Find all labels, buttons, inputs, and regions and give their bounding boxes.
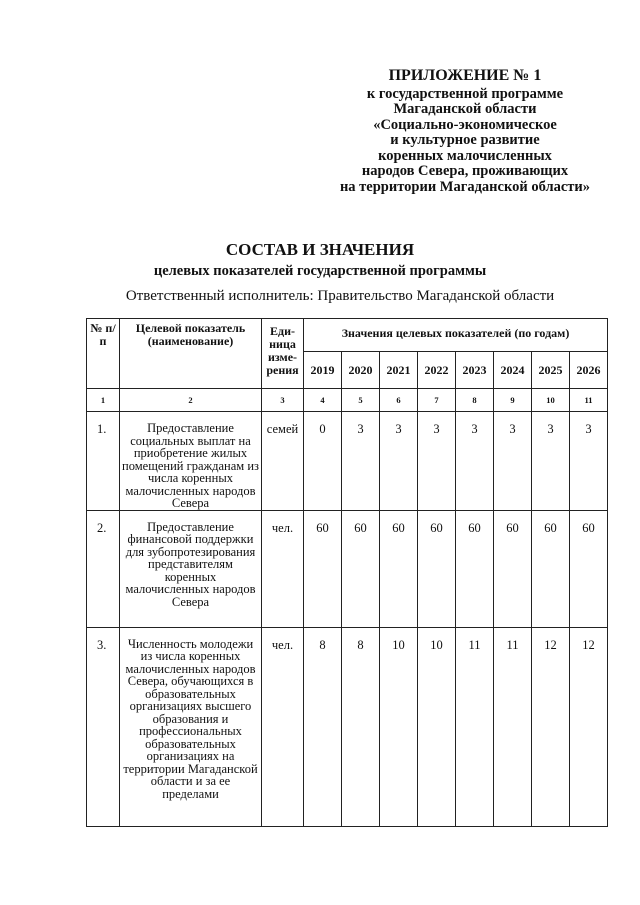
row-value: 3 bbox=[456, 412, 494, 511]
row-value: 12 bbox=[532, 627, 570, 826]
row-value: 60 bbox=[380, 510, 418, 627]
row-value: 60 bbox=[532, 510, 570, 627]
appendix-line: и культурное развитие bbox=[390, 132, 540, 148]
row-indicator: Численность молодежи из числа коренных малочисленных народов Севера, обучающихся в образовательных организациях высшего образования и профессиональных образовательных организациях на территории Магаданской области и за ее пределами bbox=[120, 627, 262, 826]
table-row bbox=[87, 510, 608, 627]
row-value: 60 bbox=[456, 510, 494, 627]
row-value: 10 bbox=[380, 627, 418, 826]
appendix-line: коренных малочисленных bbox=[378, 147, 552, 164]
row-value: 60 bbox=[342, 510, 380, 627]
appendix-line: Магаданской области bbox=[393, 101, 537, 117]
row-value: 0 bbox=[304, 412, 342, 511]
header-year: 2022 bbox=[418, 352, 456, 389]
header-year: 2024 bbox=[494, 352, 532, 389]
row-unit: семей bbox=[262, 412, 304, 511]
indicators-table bbox=[86, 318, 608, 827]
appendix-line: на территории Магаданской области» bbox=[339, 178, 591, 195]
row-value: 60 bbox=[418, 510, 456, 627]
row-value: 10 bbox=[418, 627, 456, 826]
appendix-line: народов Севера, проживающих bbox=[361, 163, 569, 179]
row-number: 2. bbox=[87, 510, 120, 627]
row-value: 3 bbox=[532, 412, 570, 511]
column-number: 6 bbox=[380, 389, 418, 412]
column-number: 1 bbox=[87, 389, 120, 412]
row-value: 11 bbox=[494, 627, 532, 826]
row-indicator: Предоставление социальных выплат на приобретение жилых помещений гражданам из числа коренных малочисленных народов Севера bbox=[120, 412, 262, 511]
row-value: 3 bbox=[570, 412, 608, 511]
header-year: 2025 bbox=[532, 352, 570, 389]
column-number: 11 bbox=[570, 389, 608, 412]
column-number: 3 bbox=[262, 389, 304, 412]
document-title: СОСТАВ И ЗНАЧЕНИЯ bbox=[225, 240, 415, 259]
column-number: 10 bbox=[532, 389, 570, 412]
header-year: 2026 bbox=[570, 352, 608, 389]
row-value: 3 bbox=[418, 412, 456, 511]
row-value: 60 bbox=[304, 510, 342, 627]
header-year: 2023 bbox=[456, 352, 494, 389]
row-number: 1. bbox=[87, 412, 120, 511]
row-unit: чел. bbox=[262, 510, 304, 627]
header-year: 2021 bbox=[380, 352, 418, 389]
row-value: 3 bbox=[494, 412, 532, 511]
header-num: № п/п bbox=[87, 319, 120, 389]
header-values-group: Значения целевых показателей (по годам) bbox=[304, 319, 608, 352]
document-subtitle: целевых показателей государственной программы bbox=[153, 263, 487, 279]
table-row bbox=[87, 627, 608, 826]
row-value: 3 bbox=[380, 412, 418, 511]
row-value: 11 bbox=[456, 627, 494, 826]
row-value: 60 bbox=[494, 510, 532, 627]
row-value: 8 bbox=[304, 627, 342, 826]
header-year: 2019 bbox=[304, 352, 342, 389]
row-value: 12 bbox=[570, 627, 608, 826]
responsible-executor: Ответственный исполнитель: Правительство Магаданской области bbox=[125, 288, 555, 304]
column-number: 8 bbox=[456, 389, 494, 412]
appendix-line: «Социально-экономическое bbox=[373, 116, 557, 133]
row-unit: чел. bbox=[262, 627, 304, 826]
header-indicator: Целевой показатель (наименование) bbox=[120, 319, 262, 389]
row-indicator: Предоставление финансовой поддержки для зубопротезирования представителям коренных малочисленных народов Севера bbox=[120, 510, 262, 627]
column-number: 5 bbox=[342, 389, 380, 412]
header-unit: Еди-ница изме-рения bbox=[262, 319, 304, 389]
column-number: 4 bbox=[304, 389, 342, 412]
column-number: 9 bbox=[494, 389, 532, 412]
appendix-block bbox=[330, 68, 600, 195]
column-number: 2 bbox=[120, 389, 262, 412]
column-number: 7 bbox=[418, 389, 456, 412]
row-value: 60 bbox=[570, 510, 608, 627]
table-row bbox=[87, 412, 608, 511]
row-value: 3 bbox=[342, 412, 380, 511]
appendix-line: к государственной программе bbox=[366, 85, 564, 102]
row-number: 3. bbox=[87, 627, 120, 826]
appendix-title: ПРИЛОЖЕНИЕ № 1 bbox=[388, 67, 542, 84]
row-value: 8 bbox=[342, 627, 380, 826]
header-year: 2020 bbox=[342, 352, 380, 389]
